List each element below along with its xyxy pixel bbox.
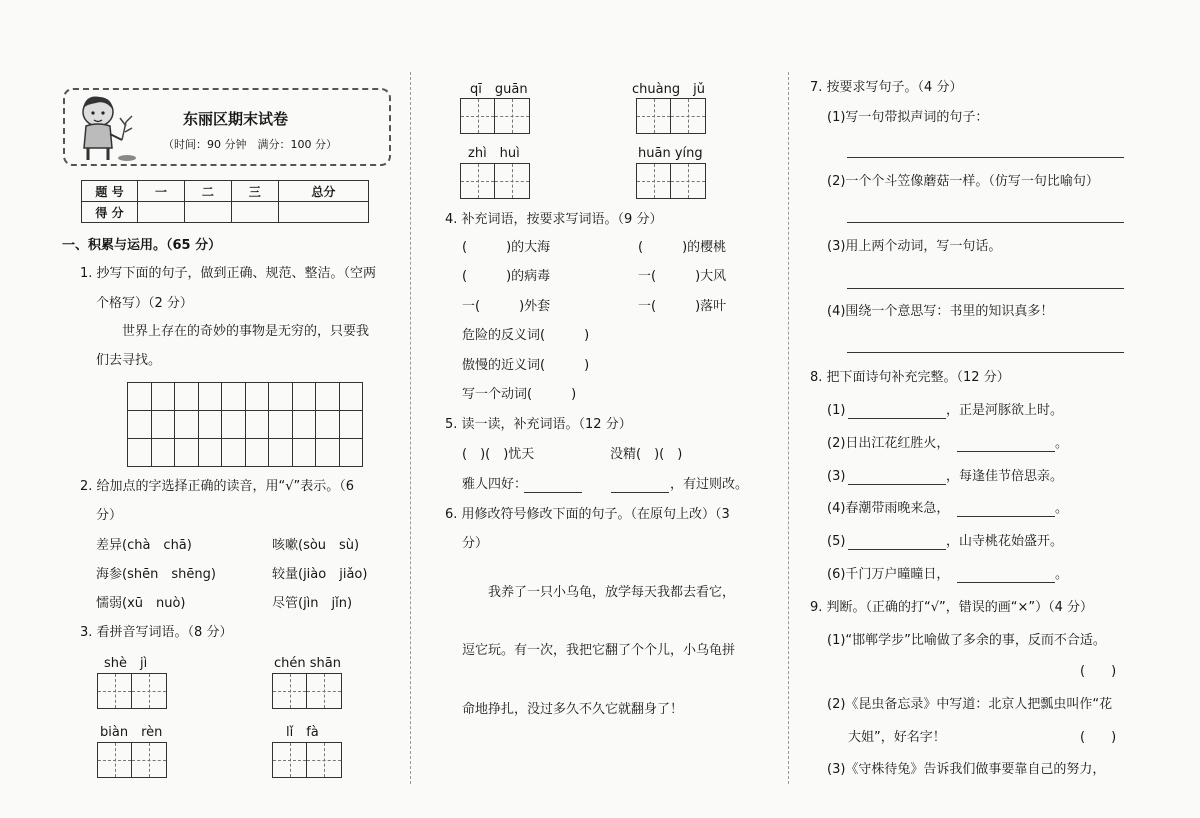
- score-label-cell: 得 分: [82, 202, 138, 223]
- q5-prompt: 5. 读一读，补充词语。（12 分）: [445, 417, 632, 432]
- q4-blank-item[interactable]: ( )的樱桃: [638, 240, 727, 255]
- q2-option[interactable]: 较量(jiào jiǎo): [272, 567, 368, 582]
- q8-answer-line[interactable]: [957, 516, 1055, 517]
- q2-prompt-cont: 分）: [96, 508, 123, 523]
- q4-blank-item[interactable]: 一( )落叶: [638, 299, 727, 314]
- q8-suffix: 。: [1055, 567, 1069, 582]
- q8-suffix: ，每逢佳节倍思亲。: [946, 469, 1064, 484]
- q3-prompt: 3. 看拼音写词语。（8 分）: [80, 625, 233, 640]
- score-table: [81, 180, 369, 223]
- q8-suffix: ，山寺桃花始盛开。: [946, 534, 1064, 549]
- q2-option[interactable]: 海参(shēn shēng): [96, 567, 216, 582]
- q3-answer-grid[interactable]: [460, 98, 530, 134]
- q8-prefix: (4)春潮带雨晚来急，: [827, 501, 950, 516]
- q7-prompt: 7. 按要求写句子。（4 分）: [810, 80, 963, 95]
- q8-answer-line[interactable]: [848, 418, 946, 419]
- q5-answer-line[interactable]: [524, 492, 582, 493]
- q3-pinyin: zhì huì: [468, 146, 520, 161]
- q2-option[interactable]: 咳嗽(sòu sù): [272, 538, 360, 553]
- column-divider-left: [410, 72, 411, 784]
- q9-item: (3)《守株待兔》告诉我们做事要靠自己的努力，: [827, 762, 1106, 777]
- q2-prompt: 2. 给加点的字选择正确的读音，用“√”表示。（6: [80, 479, 355, 494]
- q1-prompt-cont: 个格写）（2 分）: [96, 296, 193, 311]
- q3-pinyin: huān yíng: [638, 146, 703, 161]
- q7-item: (4)围绕一个意思写：书里的知识真多！: [827, 304, 1054, 319]
- q3-answer-grid[interactable]: [97, 742, 167, 778]
- q8-suffix: 。: [1055, 501, 1069, 516]
- exam-subtitle: （时间：90 分钟 满分：100 分）: [163, 138, 337, 151]
- q6-passage-line[interactable]: 我养了一只小乌龟，放学每天我都去看它，: [488, 585, 736, 600]
- q8-prefix: (2)日出江花红胜火，: [827, 436, 950, 451]
- q4-blank-item[interactable]: 一( )外套: [462, 299, 551, 314]
- q3-pinyin: chuàng jǔ: [632, 82, 705, 97]
- q3-answer-grid[interactable]: [97, 673, 167, 709]
- q7-answer-line[interactable]: [847, 222, 1124, 223]
- q8-answer-line[interactable]: [957, 582, 1055, 583]
- q4-word-item[interactable]: 傲慢的近义词( ): [462, 358, 590, 373]
- q6-passage-line[interactable]: 命地挣扎，没过多久不久它就翻身了！: [462, 702, 684, 717]
- q8-prompt: 8. 把下面诗句补充完整。（12 分）: [810, 370, 1010, 385]
- q8-suffix: 。: [1055, 436, 1069, 451]
- score-input-cell[interactable]: [138, 202, 185, 223]
- q8-answer-line[interactable]: [848, 484, 946, 485]
- q9-answer-paren[interactable]: ( ): [1080, 730, 1117, 745]
- q3-answer-grid[interactable]: [272, 742, 342, 778]
- q1-prompt: 1. 抄写下面的句子，做到正确、规范、整洁。（空两: [80, 266, 377, 281]
- q7-item: (1)写一句带拟声词的句子：: [827, 110, 989, 125]
- q8-prefix: (5): [827, 534, 846, 549]
- q9-item: (1)“邯郸学步”比喻做了多余的事，反而不合适。: [827, 633, 1106, 648]
- q1-sentence: 世界上存在的奇妙的事物是无穷的，只要我: [122, 324, 370, 339]
- q8-answer-line[interactable]: [848, 549, 946, 550]
- score-input-cell[interactable]: [184, 202, 231, 223]
- q9-prompt: 9. 判断。（正确的打“√”，错误的画“×”）（4 分）: [810, 600, 1094, 615]
- q8-suffix: ，正是河豚欲上时。: [946, 403, 1064, 418]
- q7-answer-line[interactable]: [847, 352, 1124, 353]
- score-header-cell: 三: [231, 181, 278, 202]
- q9-item: (2)《昆虫备忘录》中写道：北京人把瓢虫叫作“花: [827, 697, 1113, 712]
- q4-word-item[interactable]: 危险的反义词( ): [462, 328, 590, 343]
- score-header-cell: 一: [138, 181, 185, 202]
- q9-answer-paren[interactable]: ( ): [1080, 664, 1117, 679]
- q7-item: (3)用上两个动词，写一句话。: [827, 239, 1002, 254]
- q7-item: (2)一个个斗笠像蘑菇一样。（仿写一句比喻句）: [827, 174, 1099, 189]
- q1-writing-grid[interactable]: [127, 382, 363, 467]
- section1-title: 一、积累与运用。（65 分）: [62, 238, 222, 253]
- q9-item-cont: 大姐”，好名字！: [848, 730, 946, 745]
- q4-prompt: 4. 补充词语，按要求写词语。（9 分）: [445, 212, 663, 227]
- boy-illustration-icon: [72, 92, 140, 164]
- q5-label: 雅人四好：: [462, 477, 528, 492]
- q3-answer-grid[interactable]: [272, 673, 342, 709]
- q2-option[interactable]: 差异(chà chā): [96, 538, 192, 553]
- q6-prompt-cont: 分）: [462, 536, 489, 551]
- q5-answer-line[interactable]: [611, 492, 669, 493]
- q8-prefix: (3): [827, 469, 846, 484]
- q3-pinyin: shè jì: [104, 656, 148, 671]
- q6-passage-line[interactable]: 逗它玩。有一次，我把它翻了个个儿，小乌龟拼: [462, 643, 736, 658]
- q4-blank-item[interactable]: ( )的病毒: [462, 269, 551, 284]
- q3-pinyin: chén shān: [274, 656, 341, 671]
- q3-answer-grid[interactable]: [636, 98, 706, 134]
- q7-answer-line[interactable]: [847, 157, 1124, 158]
- q8-answer-line[interactable]: [957, 451, 1055, 452]
- q4-word-item[interactable]: 写一个动词( ): [462, 387, 577, 402]
- exam-title: 东丽区期末试卷: [183, 110, 289, 128]
- q5-idiom-item[interactable]: ( )( )忧天: [462, 447, 535, 462]
- score-header-cell: 题 号: [82, 181, 138, 202]
- q4-blank-item[interactable]: ( )的大海: [462, 240, 551, 255]
- q1-sentence-cont: 们去寻找。: [96, 353, 162, 368]
- q4-blank-item[interactable]: 一( )大风: [638, 269, 727, 284]
- score-input-cell[interactable]: [231, 202, 278, 223]
- column-divider-right: [788, 72, 789, 784]
- q3-pinyin: biàn rèn: [100, 725, 163, 740]
- q8-prefix: (1): [827, 403, 846, 418]
- q5-suffix: ，有过则改。: [670, 477, 749, 492]
- score-header-cell: 二: [184, 181, 231, 202]
- q6-prompt: 6. 用修改符号修改下面的句子。（在原句上改）（3: [445, 507, 730, 522]
- q3-pinyin: lǐ fà: [286, 725, 319, 740]
- q5-idiom-item[interactable]: 没精( )( ): [610, 447, 683, 462]
- q8-prefix: (6)千门万户曈曈日，: [827, 567, 950, 582]
- score-input-cell[interactable]: [278, 202, 368, 223]
- q3-pinyin: qī guān: [470, 82, 528, 97]
- q7-answer-line[interactable]: [847, 288, 1124, 289]
- q3-answer-grid[interactable]: [460, 163, 530, 199]
- q2-option[interactable]: 懦弱(xū nuò): [96, 596, 186, 611]
- q2-option[interactable]: 尽管(jìn jǐn): [272, 596, 353, 611]
- q3-answer-grid[interactable]: [636, 163, 706, 199]
- score-header-cell: 总分: [278, 181, 368, 202]
